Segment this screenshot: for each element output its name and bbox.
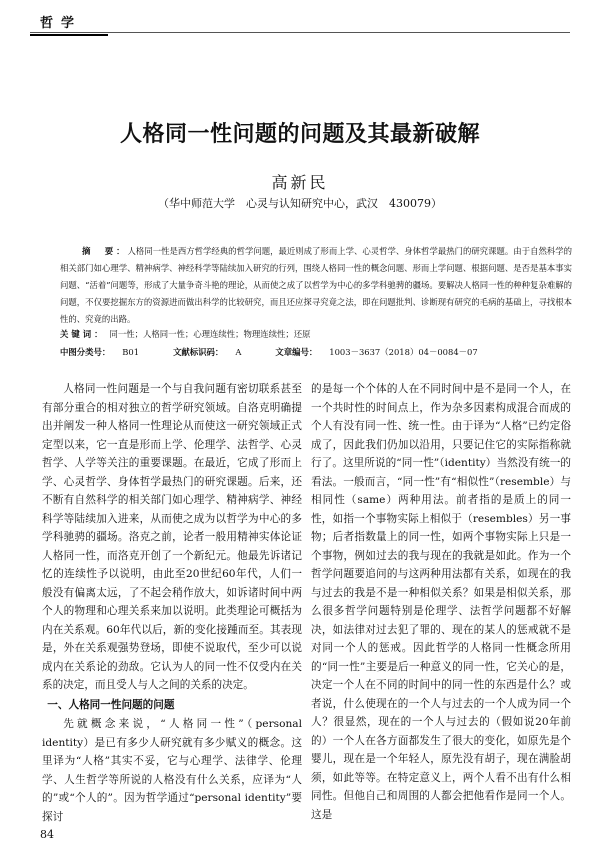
article-title: 人格同一性问题的问题及其最新破解	[119, 122, 480, 147]
article-meta	[60, 345, 572, 359]
keywords-text: 同一性；人格同一性；心理连续性；物理连续性；还原	[109, 329, 311, 339]
clc-value: B01	[122, 347, 140, 357]
body-paragraph: 先就概念来说，“人格同一性”（personal identity）是已有多少人研究就有多少赋义的概念。这里译为“人格”其实不妥，它与心理学、法律学、伦理学、人生哲学等所说的人格没有什么关系，应译为“人的”或“个人的”。因为哲学通过“personal identity”要探讨	[42, 718, 302, 823]
author-name: 高新民	[271, 173, 329, 192]
abstract	[60, 243, 572, 328]
abstract-label: 摘 要：	[82, 246, 128, 256]
section-tag: 哲学	[30, 12, 108, 36]
author-affiliation: （华中师范大学 心灵与认知研究中心，武汉 430079）	[158, 197, 442, 210]
body-paragraph: 的是每一个个体的人在不同时间中是不是同一个人，在一个共时性的时间点上，作为杂多因素构成混合而成的个人有没有同一性、统一性。由于译为“人格”已约定俗成了，因此我们仍加以沿用，只要记住它的实际指称就行了。这里所说的“同一性”（identity）当然没有统一的看法。一般而言，“同一性”有“相似性”（resemble）与相同性（same）两种用法。前者指的是质上的同一性，如指一个事物实际上相似于（resembles）另一事物；后者指数量上的同一性，如两个事物实际上只是一个事物，例如过去的我与现在的我就是如此。作为一个哲学问题要追问的与这两种用法都有关系，如现在的我与过去的我是不是一种相似关系？如果是相似关系，那么很多哲学问题特别是伦理学、法哲学问题都不好解决，如法律对过去犯了罪的、现在的某人的惩戒就不是对同一个人的惩戒。因此哲学的人格同一性概念所用的“同一性”主要是后一种意义的同一性，它关心的是，决定一个人在不同的时间中的同一性的东西是什么？或者说，什么使现在的一个人与过去的一个人成为同一个人？很显然，现在的一个人与过去的（假如说20年前的）一个人在各方面都发生了很大的变化，如原先是个婴儿，现在是一个年轻人，原先没有胡子，现在满脸胡须，如此等等。在特定意义上，两个人看不出有什么相同性。但他自己和周围的人都会把他看作是同一个人。这是	[311, 383, 571, 821]
section-heading: 一、人格同一性问题的问题	[47, 698, 175, 711]
abstract-text: 人格同一性是西方哲学经典的哲学问题，最近则成了形而上学、心灵哲学、身体哲学最热门的研究课题。由于自然科学的相关部门如心理学、精神病学、神经科学等陆续加入研究的行列，围绕人格同一性的概念问题、形而上学问题、根据问题、是否是基本事实问题、“活着”问题等，形成了大量争奇斗艳的理论，从而使之成了以哲学为中心的多学科驰骋的疆场。要解决人格同一性的种种复杂难解的问题，不仅要挖掘东方的资源进而做出科学的比较研究，而且还应探寻究竟之法，即在问题批判、诊断现有研究的毛病的基础上，寻找根本性的、究竟的出路。	[60, 246, 572, 324]
doc-code-label: 文献标识码：	[173, 347, 224, 357]
keywords-label: 关键词：	[60, 329, 106, 339]
body-column-left	[42, 380, 302, 826]
header-rule	[30, 32, 570, 33]
keywords	[60, 327, 572, 341]
doc-code-value: A	[235, 347, 242, 357]
body-column-right	[311, 380, 571, 824]
clc-label: 中图分类号：	[60, 347, 111, 357]
article-number-label: 文章编号：	[275, 347, 318, 357]
page-number: 84	[40, 828, 54, 841]
body-paragraph: 人格同一性问题是一个与自我问题有密切联系甚至有部分重合的相对独立的哲学研究领域。自洛克明确提出并阐发一种人格同一性理论从而使这一研究领域正式定型以来，它一直是形而上学、伦理学、法哲学、心灵哲学、人学等关注的重要课题。在最近，它成了形而上学、心灵哲学、身体哲学最热门的研究课题。后来，还不断有自然科学的相关部门如心理学、精神病学、神经科学等陆续加入进来，从而使之成为以哲学为中心的多学科驰骋的疆场。洛克之前，论者一般用精神实体论证人格同一性，而洛克开创了一个新纪元。他最先诉诸记忆的连续性予以说明，由此至20世纪60年代，人们一般没有偏离太远，了不起会稍作放大，如诉诸时间中两个人的物理和心理关系来加以说明。此类理论可概括为内在关系观。60年代以后，新的变化接踵而至。其表现是，外在关系观强势登场，即使不说取代，至少可以说成内在关系论的劲敌。它认为人的同一性不仅受内在关系的决定，而且受人与人之间的关系的决定。	[42, 383, 302, 691]
article-number-value: 1003－3637（2018）04－0084－07	[329, 347, 478, 357]
